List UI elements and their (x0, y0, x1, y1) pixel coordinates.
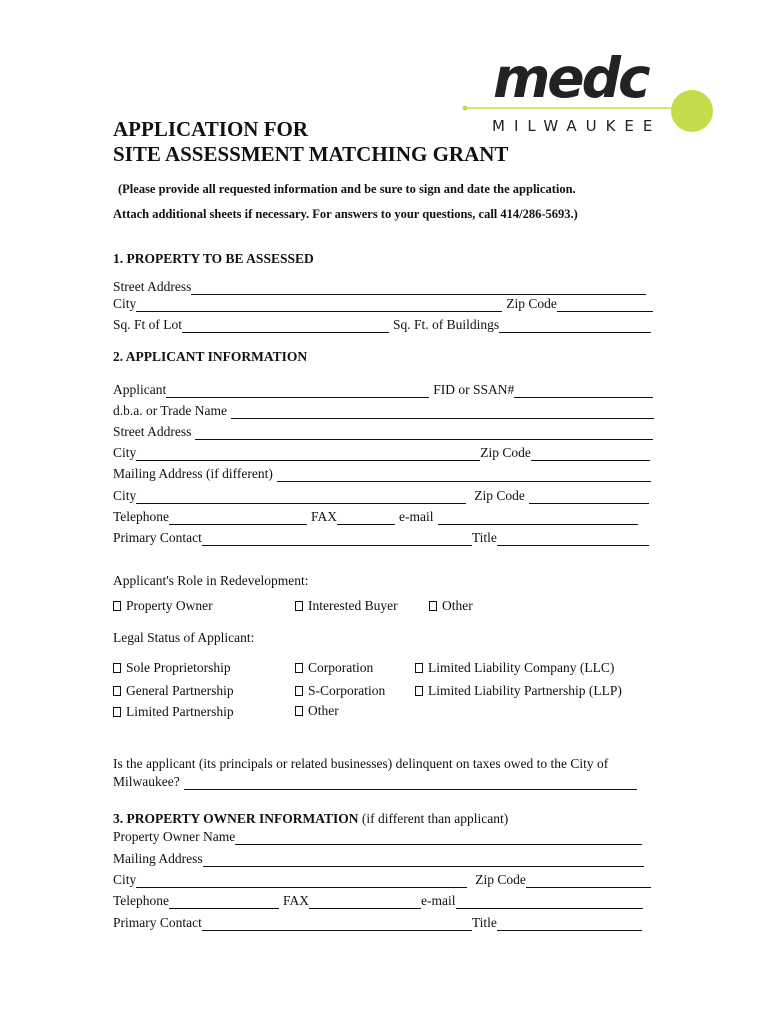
label: e-mail (399, 509, 434, 524)
mailing-city-field[interactable] (136, 491, 466, 504)
owner-telephone-field[interactable] (169, 896, 279, 909)
checkbox-icon[interactable] (113, 601, 121, 611)
legal-option-corporation[interactable]: Corporation (295, 660, 373, 676)
owner-zip-field[interactable] (526, 875, 651, 888)
dba-row (113, 401, 654, 419)
property-street-row (113, 277, 646, 295)
label: Sq. Ft. of Buildings (393, 317, 500, 332)
mailing-city-row (113, 486, 649, 504)
primary-contact-field[interactable] (202, 533, 472, 546)
form-title-line2: SITE ASSESSMENT MATCHING GRANT (113, 142, 509, 166)
applicant-email-field[interactable] (438, 512, 638, 525)
label: Applicant (113, 382, 167, 397)
applicant-phone-row (113, 507, 638, 525)
delinquent-question-line2: Milwaukee? (113, 774, 180, 789)
owner-city-row (113, 870, 651, 888)
owner-name-row (113, 827, 642, 845)
label: City (113, 445, 137, 460)
label: FAX (311, 509, 338, 524)
instructions-line2: Attach additional sheets if necessary. For answers to your questions, call 414/286-5693.) (113, 207, 578, 221)
section2-heading: 2. APPLICANT INFORMATION (113, 349, 308, 364)
role-option-interested-buyer[interactable]: Interested Buyer (295, 598, 398, 614)
label: Primary Contact (113, 915, 202, 930)
property-sqft-row (113, 315, 651, 333)
applicant-zip-field[interactable] (531, 448, 650, 461)
label: Zip Code (475, 872, 526, 887)
owner-primary-contact-field[interactable] (202, 918, 472, 931)
section3-heading-bold: 3. PROPERTY OWNER INFORMATION (113, 811, 359, 826)
form-title-line1: APPLICATION FOR (113, 117, 309, 141)
label: d.b.a. or Trade Name (113, 403, 227, 418)
mailing-address-row (113, 464, 651, 482)
legal-option-general-partnership[interactable]: General Partnership (113, 683, 234, 699)
property-zip-field[interactable] (557, 299, 653, 312)
owner-email-field[interactable] (456, 896, 643, 909)
role-option-property-owner[interactable]: Property Owner (113, 598, 213, 614)
owner-mailing-field[interactable] (203, 854, 644, 867)
section3-heading-note: (if different than applicant) (358, 811, 509, 826)
checkbox-icon[interactable] (295, 663, 303, 673)
label: Zip Code (480, 445, 531, 460)
checkbox-icon[interactable] (429, 601, 437, 611)
legal-option-s-corporation[interactable]: S-Corporation (295, 683, 385, 699)
checkbox-icon[interactable] (113, 663, 121, 673)
dba-field[interactable] (231, 406, 654, 419)
label: City (113, 296, 137, 311)
contact-title-field[interactable] (497, 533, 649, 546)
label: Telephone (113, 509, 170, 524)
owner-phone-row (113, 891, 643, 909)
applicant-city-field[interactable] (136, 448, 480, 461)
label: Property Owner Name (113, 829, 236, 844)
applicant-telephone-field[interactable] (169, 512, 307, 525)
label: City (113, 488, 137, 503)
label: Zip Code (474, 488, 525, 503)
applicant-fax-field[interactable] (337, 512, 395, 525)
label: City (113, 872, 137, 887)
section3-heading (113, 811, 508, 827)
applicant-field[interactable] (166, 385, 429, 398)
label: Mailing Address (113, 851, 203, 866)
owner-mailing-row (113, 849, 644, 867)
label: Title (471, 530, 497, 545)
label: Zip Code (506, 296, 557, 311)
role-option-other[interactable]: Other (429, 598, 473, 614)
label: Sq. Ft of Lot (113, 317, 183, 332)
role-label: Applicant's Role in Redevelopment: (113, 573, 309, 588)
legal-option-llc[interactable]: Limited Liability Company (LLC) (415, 660, 614, 676)
legal-option-other[interactable]: Other (295, 703, 339, 719)
label: Title (471, 915, 497, 930)
owner-contact-title-field[interactable] (497, 918, 642, 931)
checkbox-icon[interactable] (295, 706, 303, 716)
checkbox-icon[interactable] (113, 686, 121, 696)
fid-field[interactable] (514, 385, 653, 398)
owner-name-field[interactable] (235, 832, 642, 845)
label: Street Address (113, 279, 192, 294)
logo-wordmark: medc (493, 46, 648, 110)
delinquent-row (113, 772, 637, 790)
legal-option-limited-partnership[interactable]: Limited Partnership (113, 704, 234, 720)
checkbox-icon[interactable] (415, 686, 423, 696)
owner-contact-row (113, 913, 642, 931)
label: Street Address (113, 424, 192, 439)
logo-subtitle: MILWAUKEE (492, 117, 662, 135)
delinquent-question-line1: Is the applicant (its principals or related businesses) delinquent on taxes owed to the City of (113, 756, 609, 771)
checkbox-icon[interactable] (295, 601, 303, 611)
checkbox-icon[interactable] (295, 686, 303, 696)
lot-sqft-field[interactable] (182, 320, 389, 333)
applicant-contact-row (113, 528, 649, 546)
applicant-street-field[interactable] (195, 427, 653, 440)
owner-fax-field[interactable] (309, 896, 421, 909)
label: FAX (283, 893, 310, 908)
owner-city-field[interactable] (136, 875, 467, 888)
legal-status-label: Legal Status of Applicant: (113, 630, 255, 645)
checkbox-icon[interactable] (113, 707, 121, 717)
label: Mailing Address (if different) (113, 466, 273, 481)
section1-heading: 1. PROPERTY TO BE ASSESSED (113, 251, 314, 266)
delinquent-answer-field[interactable] (184, 777, 637, 790)
building-sqft-field[interactable] (499, 320, 651, 333)
label: Telephone (113, 893, 170, 908)
applicant-city-row (113, 443, 650, 461)
mailing-zip-field[interactable] (529, 491, 649, 504)
label: FID or SSAN# (433, 382, 515, 397)
mailing-address-field[interactable] (277, 469, 651, 482)
applicant-street-row (113, 422, 653, 440)
property-city-field[interactable] (136, 299, 502, 312)
label: Primary Contact (113, 530, 202, 545)
label: e-mail (421, 893, 456, 908)
applicant-row (113, 380, 653, 398)
legal-option-sole-proprietorship[interactable]: Sole Proprietorship (113, 660, 231, 676)
property-city-row (113, 294, 653, 312)
checkbox-icon[interactable] (415, 663, 423, 673)
legal-option-llp[interactable]: Limited Liability Partnership (LLP) (415, 683, 622, 699)
instructions-line1: (Please provide all requested information and be sure to sign and date the application. (118, 182, 576, 196)
